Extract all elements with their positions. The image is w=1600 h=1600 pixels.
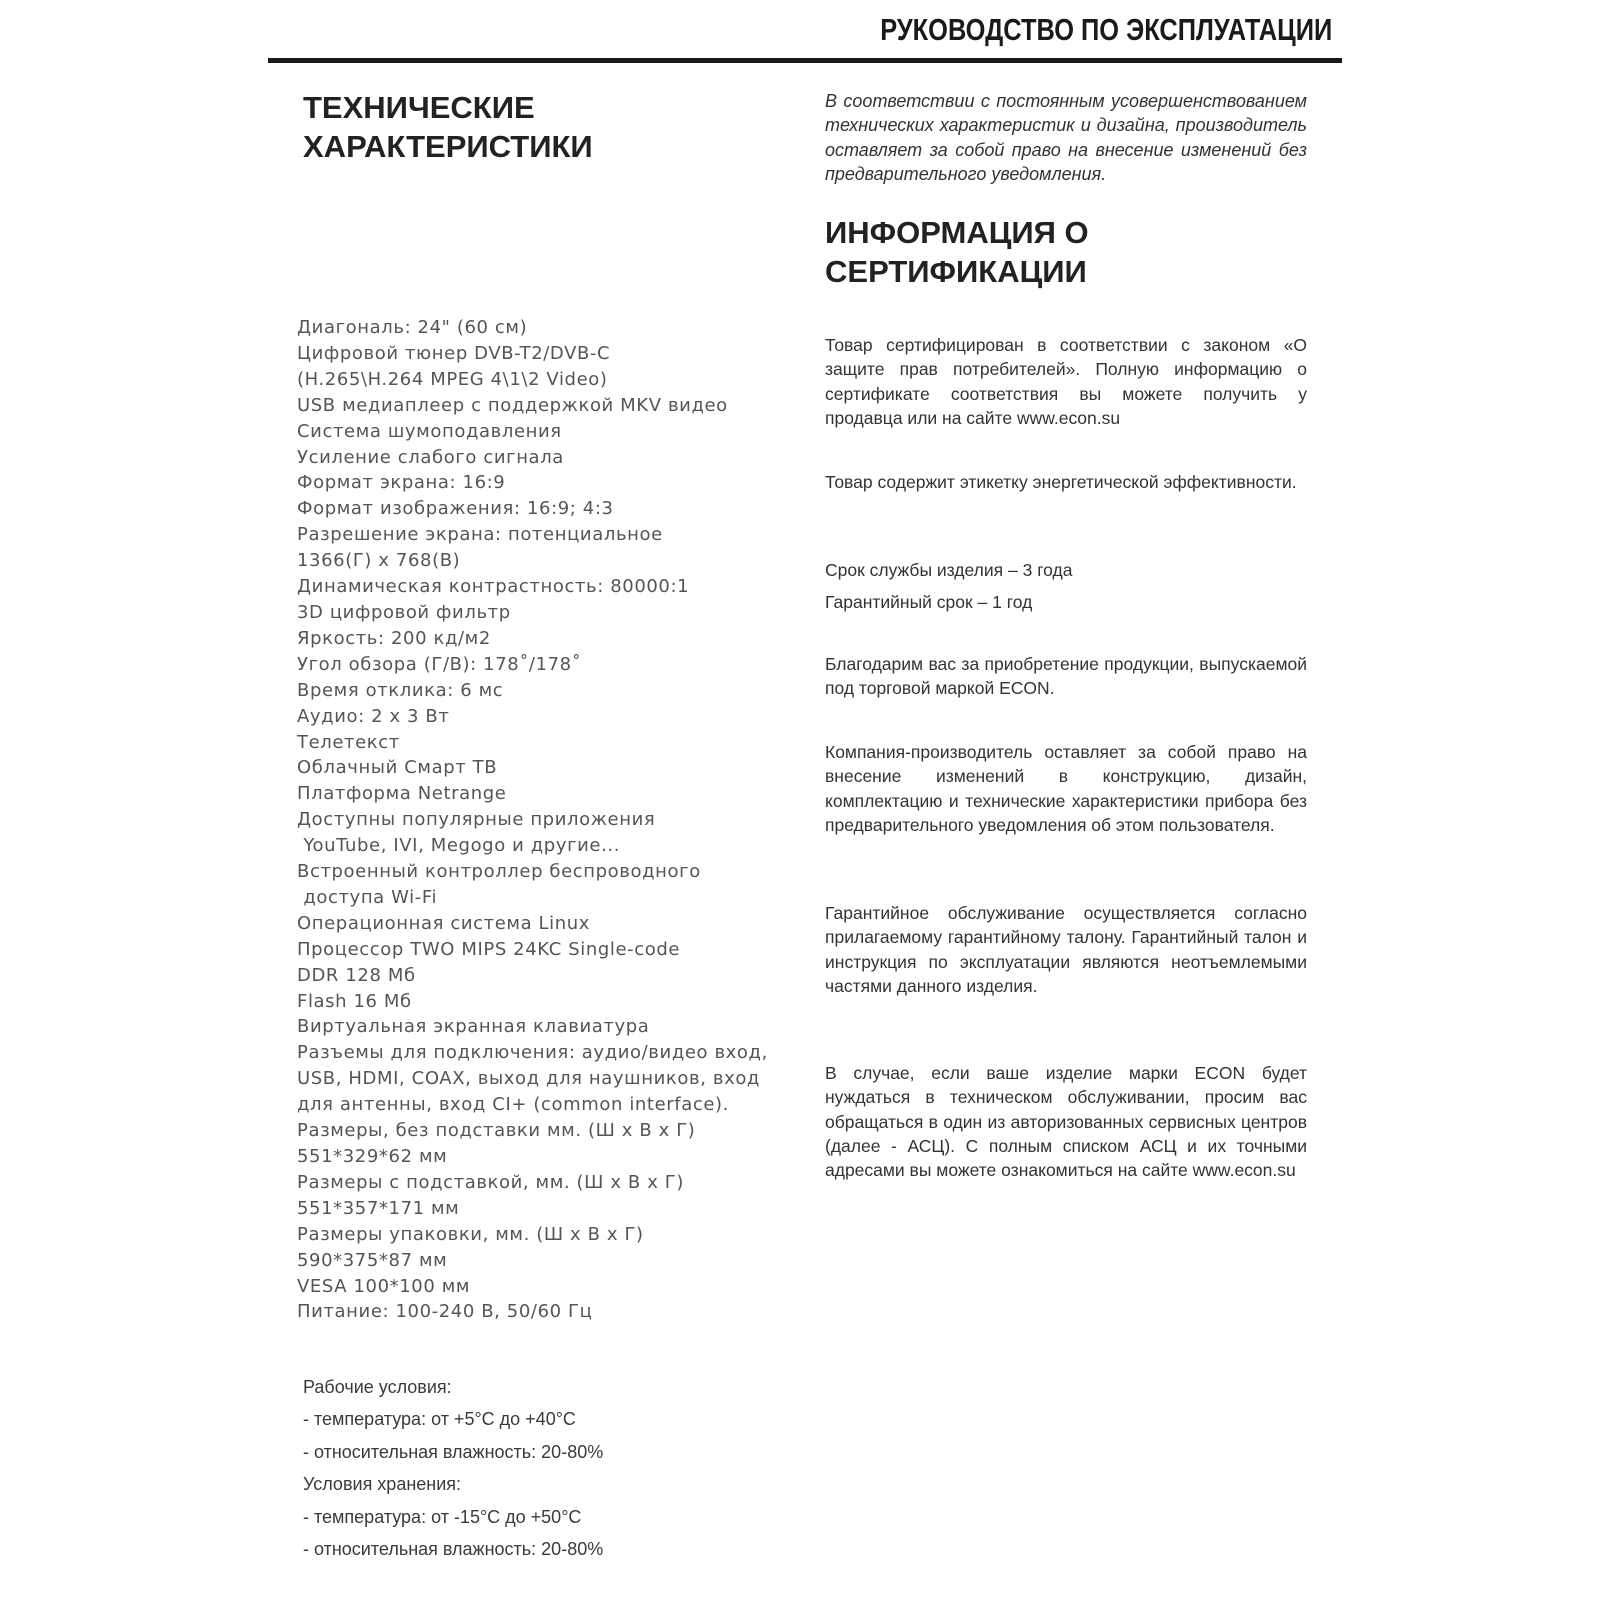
spec-item: Время отклика: 6 мс: [297, 679, 504, 701]
spec-item: Формат изображения: 16:9; 4:3: [297, 498, 614, 520]
spec-item: Встроенный контроллер беспроводного: [297, 861, 701, 883]
service-centers-paragraph: В случае, если ваше изделие марки ECON будет нуждаться в техническом обслуживании, просим вас обращаться в один из авторизованных сервисных центров (далее - АСЦ). С полным списком АСЦ и их точными адресами вы можете ознакомиться на сайте www.econ.su: [825, 1063, 1307, 1181]
spec-item: Яркость: 200 кд/м2: [297, 627, 491, 649]
spec-item: Аудио: 2 x 3 Вт: [297, 705, 450, 727]
spec-item: Размеры с подставкой, мм. (Ш x В x Г): [297, 1171, 684, 1193]
tech-specs-title-line2: ХАРАКТЕРИСТИКИ: [303, 129, 593, 164]
thanks-paragraph: Благодарим вас за приобретение продукции, выпускаемой под торговой маркой ECON.: [825, 654, 1307, 699]
spec-item: для антенны, вход CI+ (common interface).: [297, 1094, 729, 1116]
manual-header-title: РУКОВОДСТВО ПО ЭКСПЛУАТАЦИИ: [879, 12, 1332, 47]
header-divider: [268, 58, 1342, 63]
condition-item: - температура: от +5°С до +40°С: [303, 1409, 576, 1430]
spec-item: Размеры упаковки, мм. (Ш x В x Г): [297, 1223, 644, 1245]
spec-item: доступа Wi-Fi: [297, 886, 438, 908]
manufacturer-rights-paragraph: Компания-производитель оставляет за собой право на внесение изменений в конструкцию, дизайн, комплектацию и технические характеристики прибора без предварительного уведомления об этом пользователя.: [825, 742, 1307, 835]
spec-item: Flash 16 Мб: [297, 990, 412, 1012]
spec-item: Виртуальная экранная клавиатура: [297, 1016, 650, 1038]
condition-item: Условия хранения:: [303, 1474, 462, 1495]
spec-item: USB медиаплеер с поддержкой MKV видео: [297, 394, 728, 416]
spec-item: Доступны популярные приложения: [297, 809, 656, 831]
spec-item: YouTube, IVI, Megogo и другие...: [297, 835, 621, 857]
spec-item: Разъемы для подключения: аудио/видео вход,: [297, 1042, 768, 1064]
certification-title: [825, 213, 1089, 291]
spec-item: Цифровой тюнер DVB-T2/DVB-C: [297, 342, 611, 364]
spec-item: Угол обзора (Г/В): 178˚/178˚: [297, 653, 582, 675]
spec-item: VESA 100*100 мм: [297, 1275, 471, 1297]
spec-item: USB, HDMI, COAX, выход для наушников, вход: [297, 1068, 760, 1090]
spec-item: Диагональ: 24" (60 см): [297, 317, 528, 338]
certification-title-line2: СЕРТИФИКАЦИИ: [825, 254, 1087, 289]
spec-item: Процессор TWO MIPS 24KC Single-code: [297, 938, 681, 960]
spec-list: [297, 315, 768, 1325]
condition-item: - температура: от -15°С до +50°С: [303, 1506, 582, 1527]
warranty-service-paragraph: Гарантийное обслуживание осуществляется согласно прилагаемому гарантийному талону. Гарантийный талон и инструкция по эксплуатации являются неотъемлемыми частями данного изделия.: [825, 903, 1307, 996]
spec-item: Телетекст: [297, 731, 400, 753]
spec-item: 1366(Г) x 768(В): [297, 550, 461, 572]
spec-item: Операционная система Linux: [297, 912, 591, 934]
spec-item: Разрешение экрана: потенциальное: [297, 524, 663, 546]
spec-item: Формат экрана: 16:9: [297, 472, 506, 494]
spec-item: Облачный Смарт ТВ: [297, 757, 498, 779]
spec-item: 3D цифровой фильтр: [297, 601, 511, 623]
spec-item: 590*375*87 мм: [297, 1249, 448, 1271]
spec-item: DDR 128 Мб: [297, 964, 416, 986]
spec-item: 551*357*171 мм: [297, 1197, 460, 1219]
spec-item: Платформа Netrange: [297, 783, 507, 805]
spec-item: Динамическая контрастность: 80000:1: [297, 576, 690, 598]
certification-paragraph: Товар сертифицирован в соответствии с законом «О защите прав потребителей». Полную информацию о сертификате соответствия вы можете получить у продавца или на сайте www.econ.su: [825, 335, 1307, 428]
spec-item: Система шумоподавления: [297, 420, 562, 442]
tech-specs-title: [303, 88, 593, 166]
conditions-list: [303, 1371, 603, 1565]
condition-item: Рабочие условия:: [303, 1377, 452, 1397]
condition-item: - относительная влажность: 20-80%: [303, 1441, 604, 1462]
spec-item: 551*329*62 мм: [297, 1146, 448, 1167]
energy-label-paragraph: Товар содержит этикетку энергетической эффективности.: [825, 472, 1297, 492]
warranty-period-text: Гарантийный срок – 1 год: [825, 592, 1033, 612]
spec-item: Размеры, без подставки мм. (Ш x В x Г): [297, 1120, 696, 1142]
intro-notice: В соответствии с постоянным усовершенствованием технических характеристик и дизайна, производитель оставляет за собой право на внесение изменений без предварительного уведомления.: [825, 91, 1307, 184]
spec-item: (H.265\H.264 MPEG 4\1\2 Video): [297, 368, 608, 390]
certification-title-line1: ИНФОРМАЦИЯ О: [825, 215, 1089, 250]
service-life-text: Срок службы изделия – 3 года: [825, 560, 1073, 580]
spec-item: Усиление слабого сигнала: [297, 446, 564, 468]
condition-item: - относительная влажность: 20-80%: [303, 1539, 604, 1560]
tech-specs-title-line1: ТЕХНИЧЕСКИЕ: [303, 90, 535, 125]
spec-item: Питание: 100-240 В, 50/60 Гц: [297, 1301, 593, 1323]
